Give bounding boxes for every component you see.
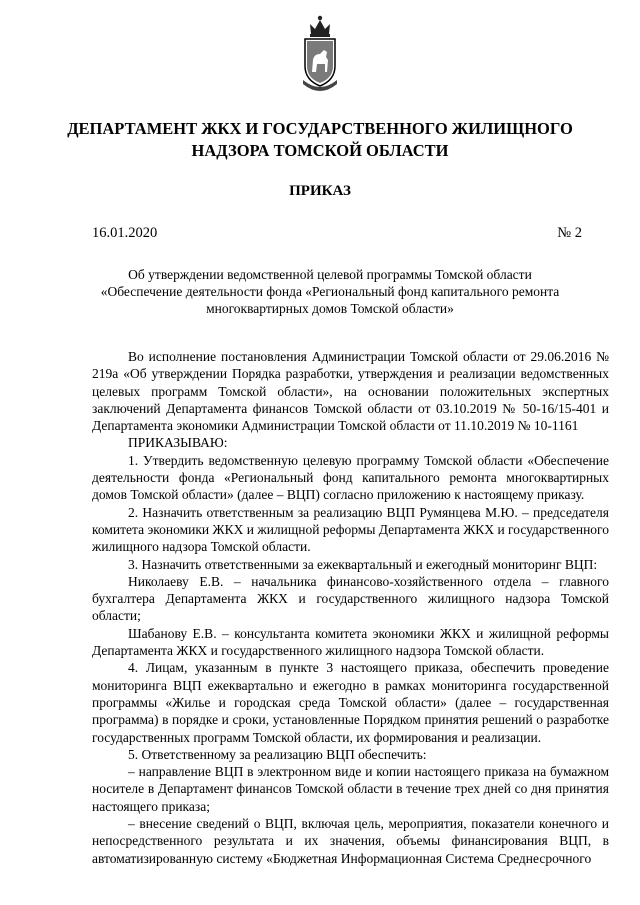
clause-3b-paragraph: Шабанову Е.В. – консультанта комитета экономики ЖКХ и жилищной реформы Департамента ЖКХ и государственного жилищного надзора Томской области.: [92, 625, 609, 659]
clause-5-paragraph: 5. Ответственному за реализацию ВЦП обеспечить:: [128, 746, 427, 762]
order-body: [92, 348, 609, 867]
clause-3a-paragraph: Николаеву Е.В. – начальника финансово-хозяйственного отдела – главного бухгалтера Департамента ЖКХ и государственного жилищного надзора Томской области;: [92, 573, 609, 624]
clause-1-paragraph: 1. Утвердить ведомственную целевую программу Томской области «Обеспечение деятельности фонда «Региональный фонд капитального ремонта многоквартирных домов Томской области» (далее – ВЦП) согласно приложению к настоящему приказу.: [92, 452, 609, 503]
organization-title: [60, 118, 580, 162]
organization-title-line-1: ДЕПАРТАМЕНТ ЖКХ И ГОСУДАРСТВЕННОГО ЖИЛИЩНОГО: [67, 119, 573, 138]
order-subject-line-1: Об утверждении ведомственной целевой программы Томской области: [128, 267, 532, 282]
clause-4-paragraph: 4. Лицам, указанным в пункте 3 настоящего приказа, обеспечить проведение мониторинга ВЦП ежеквартально и ежегодно в рамках мониторинга государственной программы «Жилье и городская среда Томской области» (далее – государственная программа) в порядке и сроки, установленные Порядком принятия решений о разработке государственных программ Томской области, их формирования и реализации.: [92, 660, 609, 745]
clause-5b-paragraph: – внесение сведений о ВЦП, включая цель, мероприятия, показатели конечного и непосредственного результата и их значения, объемы финансирования ВЦП, в автоматизированную систему «Бюджетная Информационная Система Среднесрочного: [92, 816, 609, 866]
clause-2-paragraph: 2. Назначить ответственным за реализацию ВЦП Румянцева М.Ю. – председателя комитета экономики ЖКХ и жилищной реформы Департамента ЖКХ и государственного жилищного надзора Томской области.: [92, 504, 609, 555]
preamble-paragraph: Во исполнение постановления Администрации Томской области от 29.06.2016 № 219а «Об утверждении Порядка разработки, утверждения и реализации ведомственных целевых программ Томской области», на основании положительных экспертных заключений Департамента финансов Томской области от 03.10.2019 № 50-16/15-401 и Департамента экономики Администрации Томской области от 11.10.2019 № 10-1161: [92, 349, 609, 434]
order-number: № 2: [557, 225, 582, 241]
prikazyvayu-heading: ПРИКАЗЫВАЮ:: [128, 435, 228, 451]
order-subject-line-3: многоквартирных домов Томской области»: [206, 301, 454, 316]
order-subject-line-2: «Обеспечение деятельности фонда «Региональный фонд капитального ремонта: [100, 284, 560, 299]
order-title: ПРИКАЗ: [289, 183, 351, 199]
order-subject: [80, 266, 580, 317]
tomsk-region-coat-of-arms-icon: [300, 10, 340, 98]
clause-5a-paragraph: – направление ВЦП в электронном виде и копии настоящего приказа на бумажном носителе в Департамент финансов Томской области в течение трех дней со дня принятия настоящего приказа;: [92, 764, 609, 814]
organization-title-line-2: НАДЗОРА ТОМСКОЙ ОБЛАСТИ: [191, 141, 449, 160]
order-date: 16.01.2020: [92, 225, 158, 241]
clause-3-paragraph: 3. Назначить ответственными за ежеквартальный и ежегодный мониторинг ВЦП:: [128, 556, 598, 572]
